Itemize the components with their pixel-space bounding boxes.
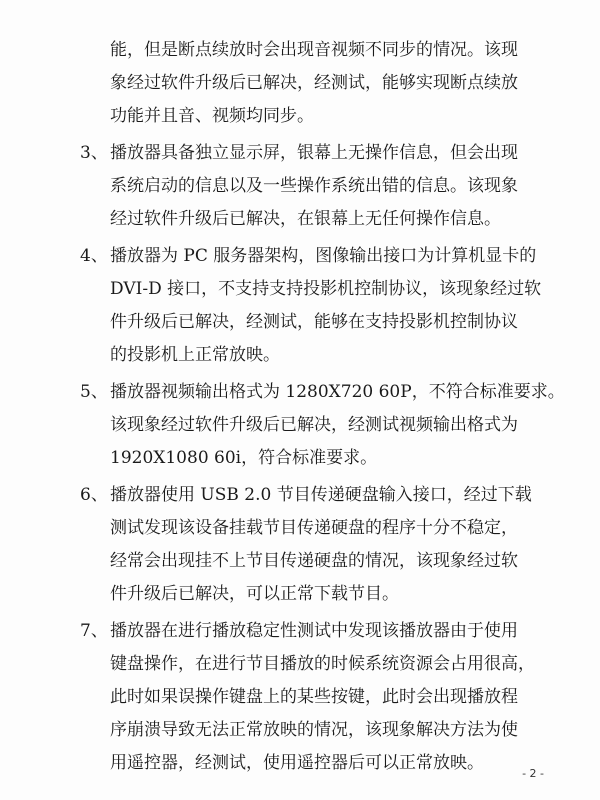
text-line: 用遥控器，经测试，使用遥控器后可以正常放映。 [110,753,484,773]
text-line: 经过软件升级后已解决，在银幕上无任何操作信息。 [110,209,501,229]
text-line: 系统启动的信息以及一些操作系统出错的信息。该现象 [110,176,518,196]
text-line: 该现象经过软件升级后已解决，经测试视频输出格式为 [110,415,518,435]
list-item-6 [72,479,542,611]
intro-paragraph [72,34,542,133]
text-line: 件升级后已解决，可以正常下载节目。 [110,584,399,604]
item-number: 3、 [80,143,108,163]
list-item-3 [72,137,542,236]
text-line: 象经过软件升级后已解决，经测试，能够实现断点续放 [110,73,518,93]
item-number: 5、 [80,382,108,402]
text-line: 能，但是断点续放时会出现音视频不同步的情况。该现 [110,40,518,60]
list-item-4 [72,240,542,372]
text-line: 播放器为 PC 服务器架构，图像输出接口为计算机显卡的 [110,246,537,266]
text-line: 功能并且音、视频均同步。 [110,106,314,126]
text-line: 播放器使用 USB 2.0 节目传递硬盘输入接口，经过下载 [110,485,532,505]
text-line: 1920X1080 60i，符合标准要求。 [110,448,378,468]
text-line: 件升级后已解决，经测试，能够在支持投影机控制协议 [110,312,518,332]
text-line: 经常会出现挂不上节目传递硬盘的情况，该现象经过软 [110,551,518,571]
text-line: 播放器在进行播放稳定性测试中发现该播放器由于使用 [110,621,518,641]
text-line: 播放器视频输出格式为 1280X720 60P，不符合标准要求。 [110,382,565,402]
item-number: 6、 [80,485,108,505]
item-number: 7、 [80,621,108,641]
document-body [72,34,565,784]
page-number: - 2 - [522,767,544,780]
list-item-5 [72,376,565,475]
list-item-7 [72,615,542,780]
text-line: 的投影机上正常放映。 [110,345,280,365]
text-line: 键盘操作，在进行节目播放的时候系统资源会占用很高， [110,654,535,674]
text-line: 序崩溃导致无法正常放映的情况，该现象解决方法为使 [110,720,518,740]
text-line: 播放器具备独立显示屏，银幕上无操作信息，但会出现 [110,143,518,163]
text-line: 测试发现该设备挂载节目传递硬盘的程序十分不稳定， [110,518,518,538]
item-number: 4、 [80,246,108,266]
text-line: 此时如果误操作键盘上的某些按键，此时会出现播放程 [110,687,518,707]
text-line: DVI-D 接口，不支持支持投影机控制协议，该现象经过软 [110,279,542,299]
